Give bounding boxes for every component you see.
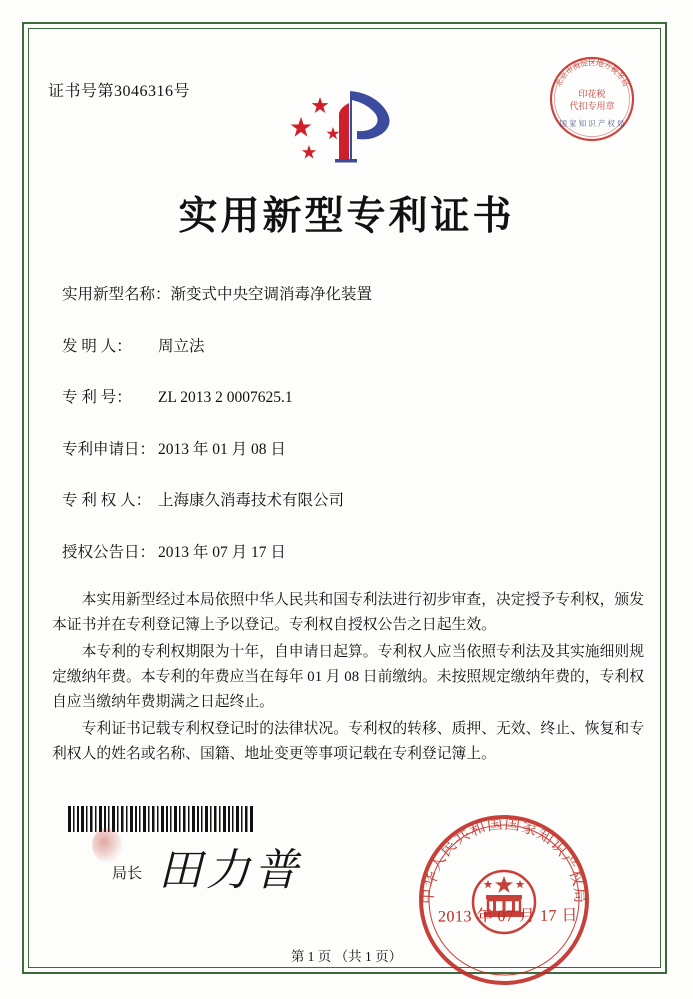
field-row — [62, 540, 632, 562]
field-value: 渐变式中央空调消毒净化装置 — [170, 286, 373, 303]
body-text — [52, 588, 644, 769]
field-label: 专 利 号： — [62, 389, 132, 406]
field-row — [62, 282, 632, 304]
director-label: 局长 — [112, 866, 143, 882]
svg-text:代扣专用章: 代扣专用章 — [569, 101, 615, 111]
field-value: 上海康久消毒技术有限公司 — [158, 492, 345, 509]
svg-text:国 家 知 识 产 权 局: 国 家 知 识 产 权 局 — [559, 119, 625, 128]
page-title: 实用新型专利证书 — [178, 195, 515, 238]
field-list — [62, 282, 632, 591]
field-label: 发 明 人： — [62, 337, 132, 355]
field-value: ZL 2013 2 0007625.1 — [158, 389, 293, 406]
svg-text:北京市海淀区地方税务局: 北京市海淀区地方税务局 — [553, 58, 631, 88]
tax-stamp-seal — [549, 56, 635, 142]
field-row — [62, 385, 632, 407]
director-signature: 田力普 — [158, 846, 302, 895]
page-footer: 第 1 页 （共 1 页） — [290, 949, 403, 964]
paragraph: 专利证书记载专利权登记时的法律状况。专利权的转移、质押、无效、终止、恢复和专利权人的姓名或名称、国籍、地址变更等事项记载在专利登记簿上。 — [52, 721, 644, 762]
svg-text:印花税: 印花税 — [578, 89, 606, 99]
field-value: 周立法 — [158, 337, 205, 355]
field-value: 2013 年 01 月 08 日 — [158, 440, 286, 458]
field-row — [62, 334, 632, 356]
seal-date: 2013 年 07 月 17 日 — [437, 907, 579, 926]
svg-text:中华人民共和国国家知识产权局: 中华人民共和国国家知识产权局 — [419, 815, 589, 905]
field-row — [62, 488, 632, 510]
field-label: 专 利 权 人： — [62, 492, 152, 509]
field-label: 授权公告日： — [62, 543, 156, 561]
field-row — [62, 437, 632, 459]
paragraph: 本实用新型经过本局依照中华人民共和国专利法进行初步审查，决定授予专利权，颁发本证书并在专利登记簿上予以登记。专利权自授权公告之日起生效。 — [52, 592, 644, 633]
sipo-logo-icon — [287, 83, 405, 165]
field-label: 实用新型名称： — [62, 286, 171, 303]
field-label: 专利申请日： — [62, 440, 156, 458]
paragraph: 本专利的专利权期限为十年，自申请日起算。专利权人应当依照专利法及其实施细则规定缴纳年费。本专利的年费应当在每年 01 月 08 日前缴纳。未按照规定缴纳年费的，专利权自应当缴纳年费期满之日起终止。 — [52, 644, 644, 710]
ink-smudge — [92, 828, 122, 862]
barcode — [68, 806, 258, 832]
certificate-number: 证书号第3046316号 — [48, 83, 191, 100]
field-value: 2013 年 07 月 17 日 — [158, 543, 286, 561]
